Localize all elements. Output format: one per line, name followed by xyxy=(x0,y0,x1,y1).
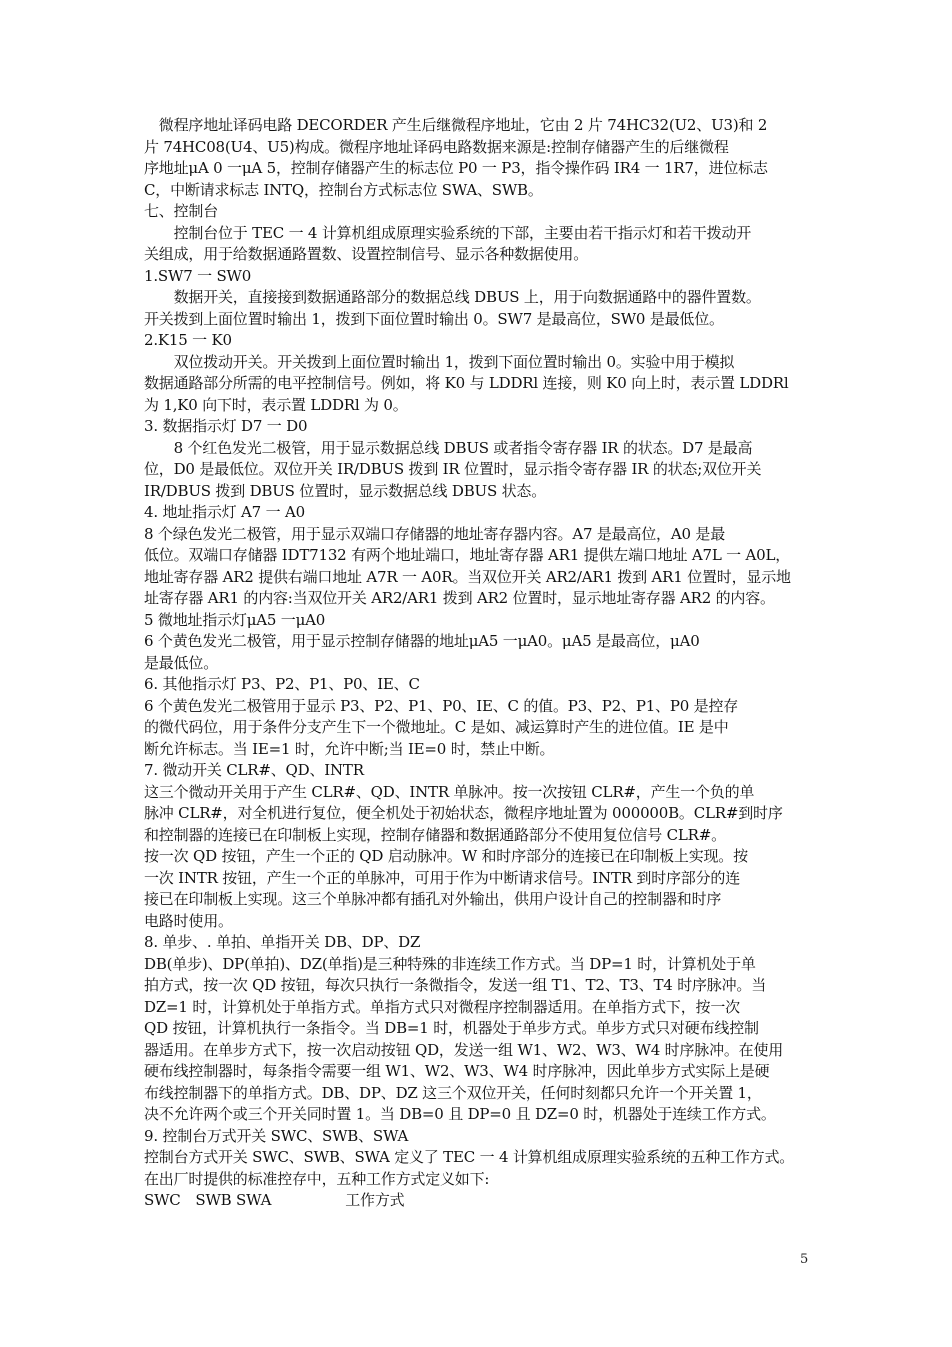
text-line: 在出厂时提供的标准控存中，五种工作方式定义如下: xyxy=(144,1169,490,1188)
text-line: 控制台方式开关 SWC、SWB、SWA 定义了 TEC 一 4 计算机组成原理实验系统的五种工作方式。 xyxy=(144,1148,795,1166)
text-line: 序地址μA 0 一μA 5，控制存储器产生的标志位 P0 一 P3，指令操作码 IR4 一 1R7，进位标志 xyxy=(144,159,768,177)
text-line: 布线控制器下的单指方式。DB、DP、DZ 这三个双位开关，任何时刻都只允许一个开关置 1， xyxy=(144,1083,762,1102)
subsection-heading: 2.K15 一 K0 xyxy=(144,331,232,349)
text-line: IR/DBUS 拨到 DBUS 位置时，显示数据总线 DBUS 状态。 xyxy=(144,481,547,500)
subsection-heading: 9. 控制台万式开关 SWC、SWB、SWA xyxy=(144,1126,409,1145)
text-line: 关组成，用于给数据通路置数、设置控制信号、显示各种数据使用。 xyxy=(144,245,589,263)
subsection-heading: 1.SW7 一 SW0 xyxy=(144,266,252,285)
text-line: 是最低位。 xyxy=(144,653,219,672)
text-line: 器适用。在单步方式下，按一次启动按钮 QD，发送一组 W1、W2、W3、W4 时序脉冲。在使用 xyxy=(144,1040,784,1059)
text-line: 决不允许两个或三个开关同时置 1。当 DB=0 且 DP=0 且 DZ=0 时，机器处于连续工作方式。 xyxy=(144,1105,776,1123)
text-line: 控制台位于 TEC 一 4 计算机组成原理实验系统的下部，主要由若干指示灯和若干拨动开 xyxy=(144,223,752,242)
text-line: 接已在印制板上实现。这三个单脉冲都有插孔对外输出，供用户设计自己的控制器和时序 xyxy=(144,890,722,908)
text-line: 微程序地址译码电路 DECORDER 产生后继微程序地址，它由 2 片 74HC32(U2、U3)和 2 xyxy=(144,116,768,134)
subsection-heading: 6. 其他指示灯 P3、P2、P1、P0、IE、C xyxy=(144,675,420,693)
section-heading: 七、控制台 xyxy=(144,202,219,220)
subsection-heading: 8. 单步、. 单拍、单指开关 DB、DP、DZ xyxy=(144,933,421,951)
text-line: 8 个红色发光二极管，用于显示数据总线 DBUS 或者指令寄存器 IR 的状态。D7 是最高 xyxy=(144,438,753,457)
table-header-line: SWC SWB SWA 工作方式 xyxy=(144,1191,405,1209)
text-line: 6 个黄色发光二极管用于显示 P3、P2、P1、P0、IE、C 的值。P3、P2、P1、P0 是控存 xyxy=(144,696,739,715)
page-number: 5 xyxy=(800,1252,809,1267)
text-line: 脉冲 CLR#，对全机进行复位，便全机处于初始状态，微程序地址置为 000000B。CLR#到时序 xyxy=(144,804,783,822)
subsection-heading: 4. 地址指示灯 A7 一 A0 xyxy=(144,503,305,521)
text-line: 拍方式，按一次 QD 按钮，每次只执行一条微指令，发送一组 T1、T2、T3、T4 时序脉冲。当 xyxy=(144,976,766,994)
text-line: DB(单步)、DP(单拍)、DZ(单指)是三种特殊的非连续工作方式。当 DP=1 时，计算机处于单 xyxy=(144,954,756,973)
subsection-heading: 7. 微动开关 CLR#、QD、INTR xyxy=(144,761,364,779)
text-line: QD 按钮，计算机执行一条指令。当 DB=1 时，机器处于单步方式。单步方式只对硬布线控制 xyxy=(144,1019,759,1037)
text-line: 断允许标志。当 IE=1 时，允许中断;当 IE=0 时，禁止中断。 xyxy=(144,739,555,758)
subsection-heading: 3. 数据指示灯 D7 一 D0 xyxy=(144,417,308,435)
text-line: DZ=1 时，计算机处于单指方式。单指方式只对微程序控制器适用。在单指方式下，按一次 xyxy=(144,997,740,1016)
text-line: 开关拨到上面位置时输出 1，拨到下面位置时输出 0。SW7 是最高位，SW0 是最低位。 xyxy=(144,309,724,328)
text-line: 按一次 QD 按钮，产生一个正的 QD 启动脉冲。W 和时序部分的连接已在印制板上实现。按 xyxy=(144,847,748,865)
text-line: 一次 INTR 按钮，产生一个正的单脉冲，可用于作为中断请求信号。INTR 到时序部分的连 xyxy=(144,868,741,887)
text-line: 位，D0 是最低位。双位开关 IR/DBUS 拨到 IR 位置时，显示指令寄存器 IR 的状态;双位开关 xyxy=(144,460,762,478)
text-line: 双位拨动开关。开关拨到上面位置时输出 1，拨到下面位置时输出 0。实验中用于模拟 xyxy=(144,352,735,371)
text-line: 硬布线控制器时，每条指令需要一组 W1、W2、W3、W4 时序脉冲，因此单步方式实际上是硬 xyxy=(144,1062,770,1080)
text-line: C，中断请求标志 INTQ，控制台方式标志位 SWA、SWB。 xyxy=(144,180,543,199)
text-line: 地址寄存器 AR2 提供右端口地址 A7R 一 A0R。当双位开关 AR2/AR1 拨到 AR1 位置时，显示地 xyxy=(144,567,791,586)
text-line: 低位。双端口存储器 IDT7132 有两个地址端口，地址寄存器 AR1 提供左端口地址 A7L 一 A0L， xyxy=(144,546,791,564)
text-line: 数据通路部分所需的电平控制信号。例如，将 K0 与 LDDRl 连接，则 K0 向上时，表示置 LDDRl xyxy=(144,374,789,392)
text-line: 为 1,K0 向下时，表示置 LDDRl 为 0。 xyxy=(144,395,408,414)
text-line: 的微代码位，用于条件分支产生下一个微地址。C 是如、减运算时产生的进位值。IE 是中 xyxy=(144,718,729,736)
text-line: 数据开关，直接接到数据通路部分的数据总线 DBUS 上，用于向数据通路中的器件置数。 xyxy=(144,288,761,306)
subsection-heading: 5 微地址指示灯μA5 一μA0 xyxy=(144,610,326,629)
text-line: 片 74HC08(U4、U5)构成。微程序地址译码电路数据来源是:控制存储器产生的后继微程 xyxy=(144,137,729,156)
text-line: 这三个微动开关用于产生 CLR#、QD、INTR 单脉冲。按一次按钮 CLR#，产生一个负的单 xyxy=(144,782,755,801)
body-text xyxy=(144,115,814,1212)
text-line: 和控制器的连接已在印制板上实现，控制存储器和数据通路部分不使用复位信号 CLR#。 xyxy=(144,825,726,844)
text-line: 6 个黄色发光二极管，用于显示控制存储器的地址μA5 一μA0。μA5 是最高位，μA0 xyxy=(144,632,700,650)
text-line: 电路时使用。 xyxy=(144,911,233,930)
text-line: 址寄存器 AR1 的内容:当双位开关 AR2/AR1 拨到 AR2 位置时，显示地址寄存器 AR2 的内容。 xyxy=(144,589,775,607)
text-line: 8 个绿色发光二极管，用于显示双端口存储器的地址寄存器内容。A7 是最高位，A0 是最 xyxy=(144,524,726,543)
